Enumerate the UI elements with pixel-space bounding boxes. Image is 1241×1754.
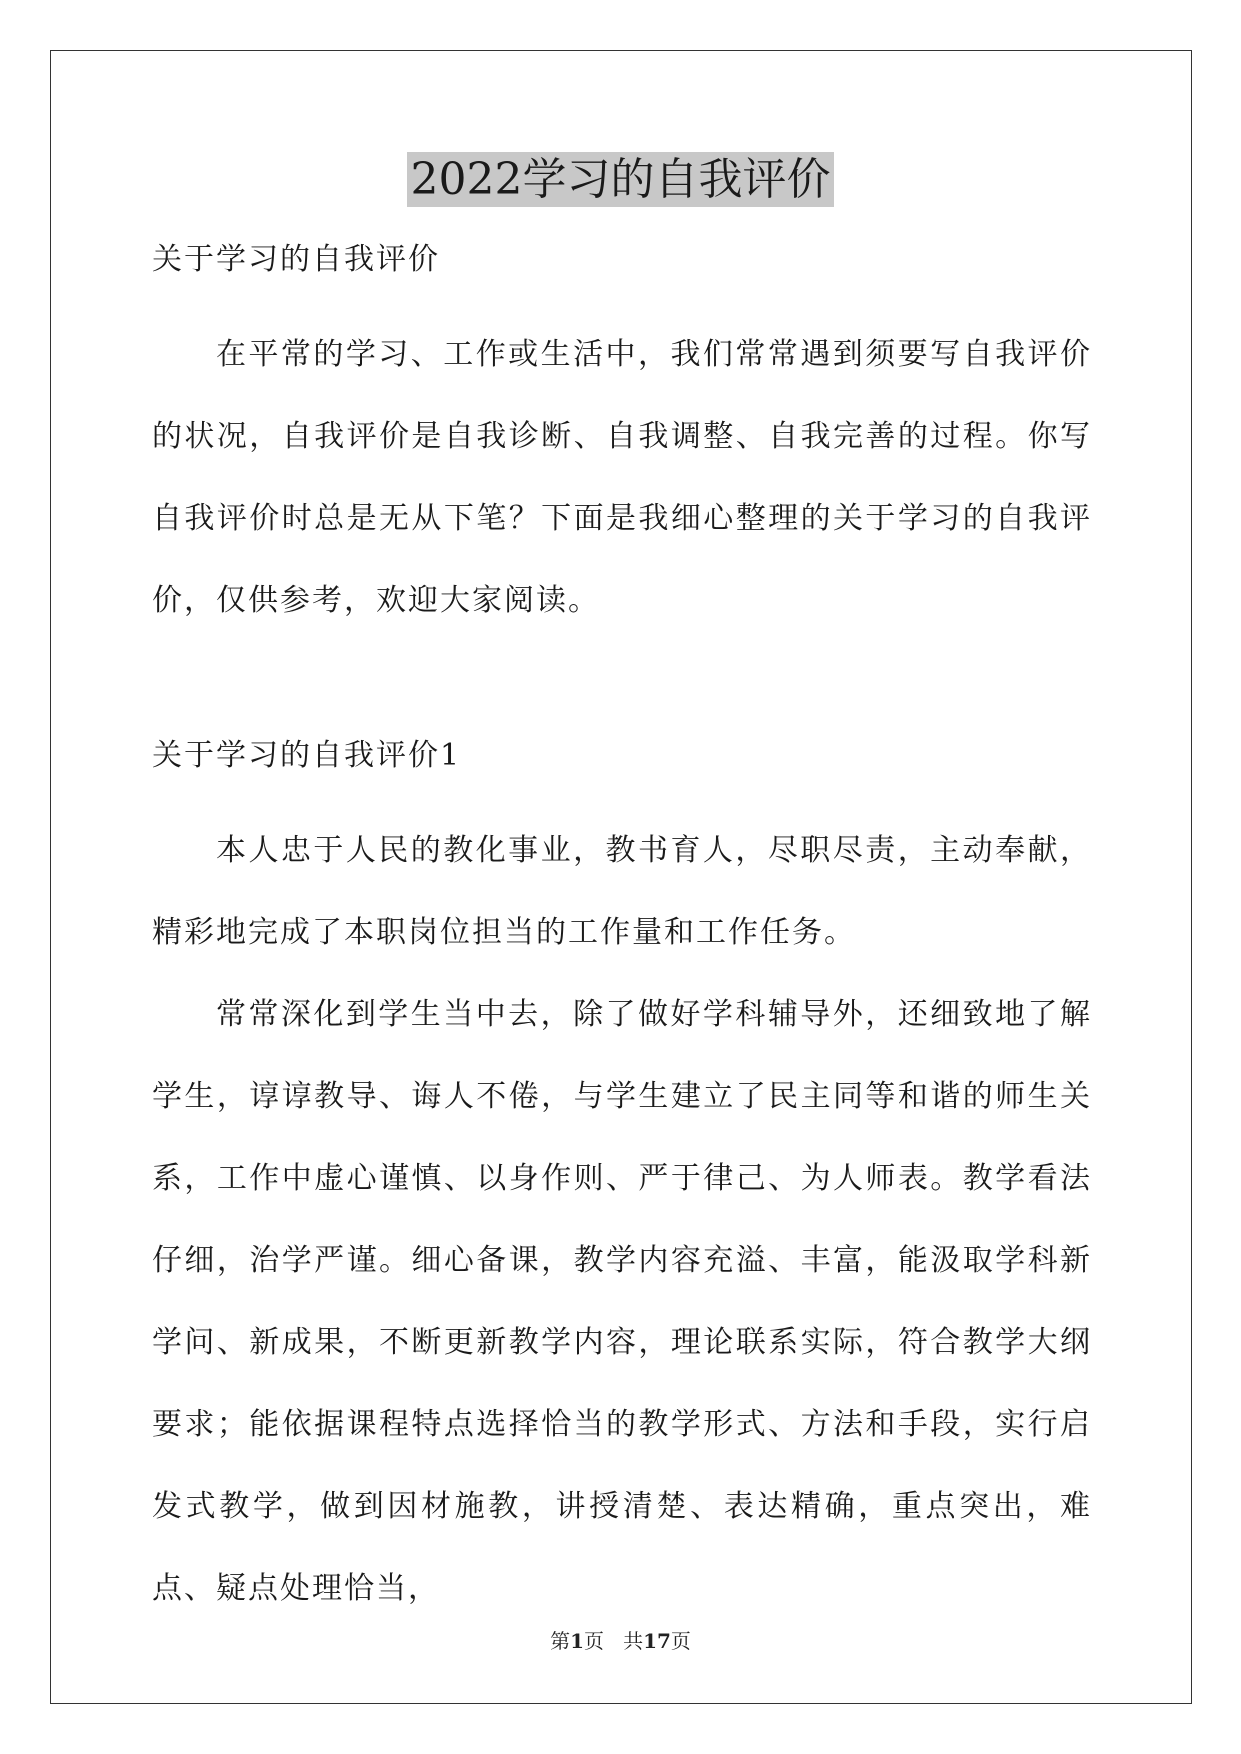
body-paragraph: 本人忠于人民的教化事业，教书育人，尽职尽责，主动奉献，精彩地完成了本职岗位担当的工作量和工作任务。 <box>152 833 1092 950</box>
document-body <box>152 230 1092 1630</box>
body-paragraph: 常常深化到学生当中去，除了做好学科辅导外，还细致地了解学生，谆谆教导、诲人不倦，与学生建立了民主同等和谐的师生关系，工作中虚心谨慎、以身作则、严于律己、为人师表。教学看法仔细，治学严谨。细心备课，教学内容充溢、丰富，能汲取学科新学问、新成果，不断更新教学内容，理论联系实际，符合教学大纲要求；能依据课程特点选择恰当的教学形式、方法和手段，实行启发式教学，做到因材施教，讲授清楚、表达精确，重点突出，难点、疑点处理恰当， <box>152 997 1092 1606</box>
document-title-text: 2022学习的自我评价 <box>407 152 835 207</box>
page-footer <box>0 1627 1241 1655</box>
total-suffix: 页 <box>670 1629 691 1653</box>
intro-paragraph: 在平常的学习、工作或生活中，我们常常遇到须要写自我评价的状况，自我评价是自我诊断、自我调整、自我完善的过程。你写自我评价时总是无从下笔？下面是我细心整理的关于学习的自我评价，仅供参考，欢迎大家阅读。 <box>152 337 1092 618</box>
page-number: 1 <box>570 1629 584 1653</box>
document-title <box>0 150 1241 210</box>
total-prefix: 共 <box>623 1629 644 1653</box>
page-prefix: 第 <box>550 1629 571 1653</box>
total-pages: 17 <box>643 1629 671 1653</box>
subtitle: 关于学习的自我评价 <box>152 242 440 277</box>
section-heading: 关于学习的自我评价1 <box>152 738 462 773</box>
page-suffix: 页 <box>584 1629 604 1653</box>
